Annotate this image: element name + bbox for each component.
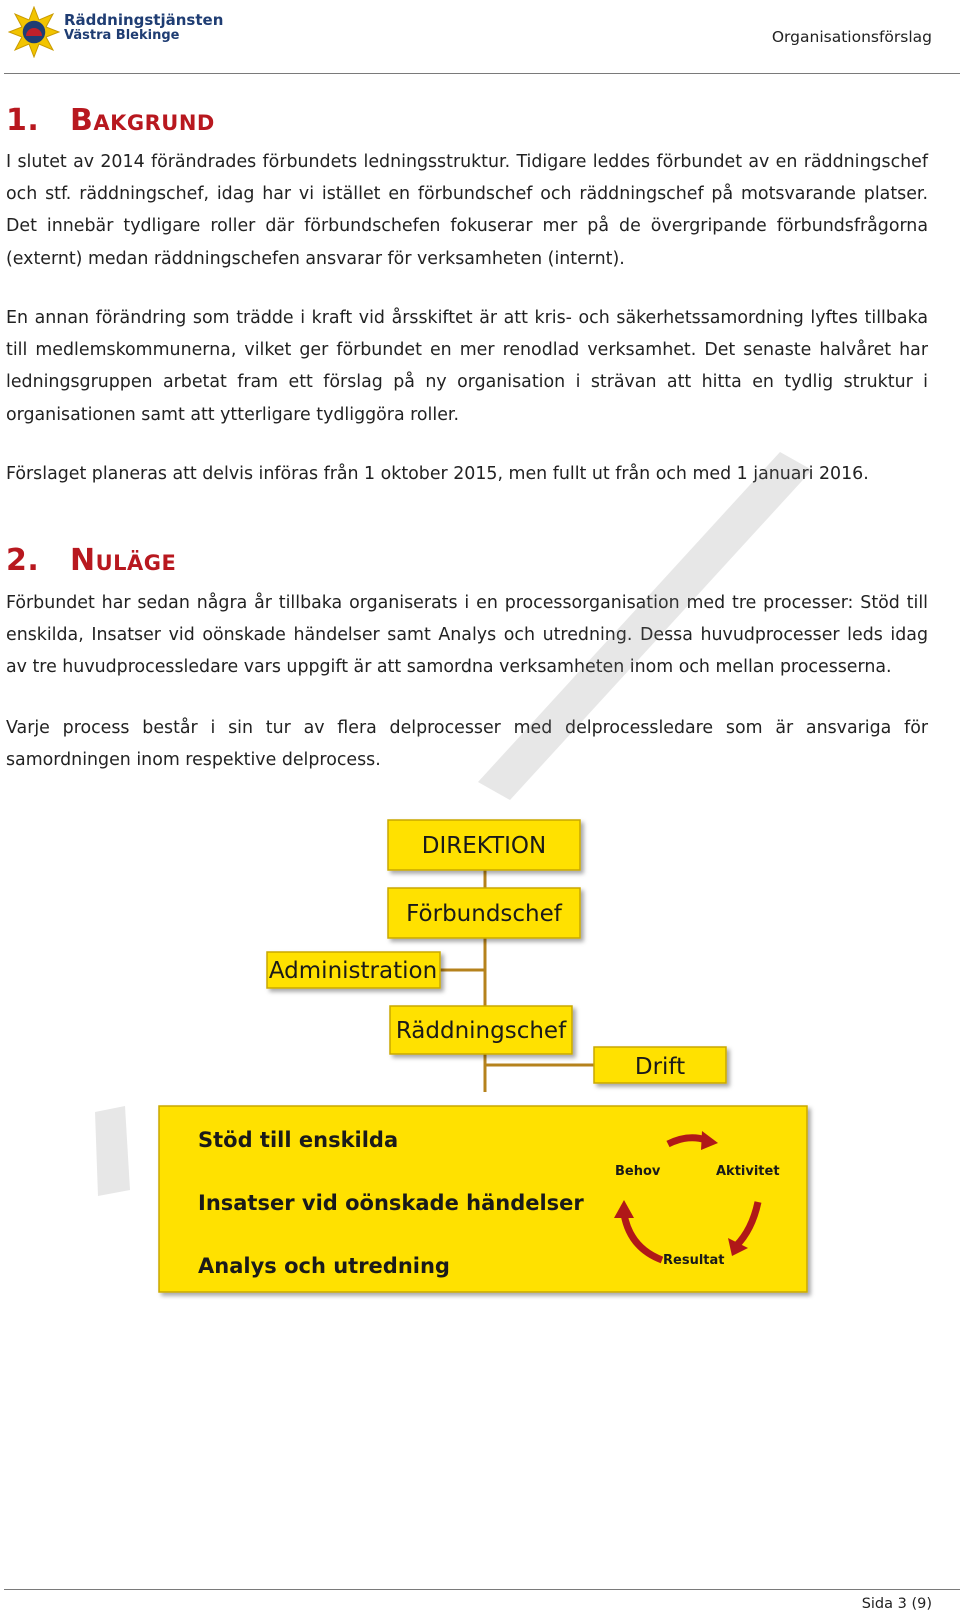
org-name-line2: Västra Blekinge — [64, 27, 180, 43]
box-forbundschef-label: Förbundschef — [406, 901, 562, 927]
box-raddningschef-label: Räddningschef — [395, 1018, 567, 1044]
section-title: Bakgrund — [70, 103, 215, 138]
section-number: 1. — [6, 103, 40, 138]
org-name-line1: Räddningstjänsten — [64, 11, 224, 29]
box-drift-label: Drift — [634, 1054, 686, 1080]
organization-name — [64, 12, 223, 43]
cycle-label-behov: Behov — [615, 1164, 661, 1179]
organization-logo — [8, 6, 60, 58]
paragraph: Förslaget planeras att delvis införas från 1 oktober 2015, men fullt ut från och med 1 januari 2016. — [6, 464, 869, 484]
document-label: Organisationsförslag — [771, 28, 932, 46]
process-item: Stöd till enskilda — [198, 1128, 399, 1152]
box-forbundschef — [388, 888, 580, 938]
box-drift — [594, 1047, 726, 1083]
box-administration — [267, 952, 440, 988]
paragraph: Varje process består i sin tur av flera delprocesser med delprocessledare som är ansvariga för samordningen inom respektive delprocess. — [6, 718, 928, 771]
cycle-label-resultat: Resultat — [663, 1253, 725, 1268]
paragraph: I slutet av 2014 förändrades förbundets ledningsstruktur. Tidigare leddes förbundet av en räddningschef och stf. räddningschef, idag har vi istället en förbundschef och räddningschef på motsvarande platser. Det innebär tydligare roller där förbundschefen fokuserar mer på de övergripande förbundsfrågorna (externt) medan räddningschefen ansvarar för verksamheten (internt). — [6, 152, 928, 269]
paragraph: Förbundet har sedan några år tillbaka organiserats i en processorganisation med tre processer: Stöd till enskilda, Insatser vid oönskade händelser samt Analys och utredning. Dessa huvudprocesser leds idag av tre huvudprocessledare vars uppgift är att samordna verksamheten inom och mellan processerna. — [6, 593, 928, 678]
process-item: Analys och utredning — [198, 1254, 450, 1278]
cycle-label-aktivitet: Aktivitet — [716, 1164, 780, 1179]
process-item: Insatser vid oönskade händelser — [198, 1191, 584, 1215]
section-number: 2. — [6, 543, 40, 578]
header-divider — [4, 73, 960, 74]
section-title: Nuläge — [70, 543, 177, 578]
box-direktion — [388, 820, 580, 870]
process-box — [159, 1106, 807, 1292]
section-heading-bakgrund — [6, 103, 928, 138]
box-raddningschef — [390, 1006, 572, 1054]
page-header — [0, 0, 960, 74]
box-direktion-label: DIREKTION — [421, 833, 547, 859]
page-number: Sida 3 (9) — [861, 1596, 932, 1612]
organization-chart — [0, 780, 960, 1300]
section-heading-nulage — [6, 543, 928, 578]
paragraph: En annan förändring som trädde i kraft vid årsskiftet är att kris- och säkerhetssamordning lyftes tillbaka till medlemskommunerna, vilket ger förbundet en mer renodlad verksamhet. Det senaste halvåret har ledningsgruppen arbetat fram ett förslag på ny organisation i strävan att hitta en tydlig struktur i organisationen samt att ytterligare tydliggöra roller. — [6, 308, 928, 425]
footer-divider — [4, 1589, 960, 1590]
box-administration-label: Administration — [268, 958, 438, 984]
